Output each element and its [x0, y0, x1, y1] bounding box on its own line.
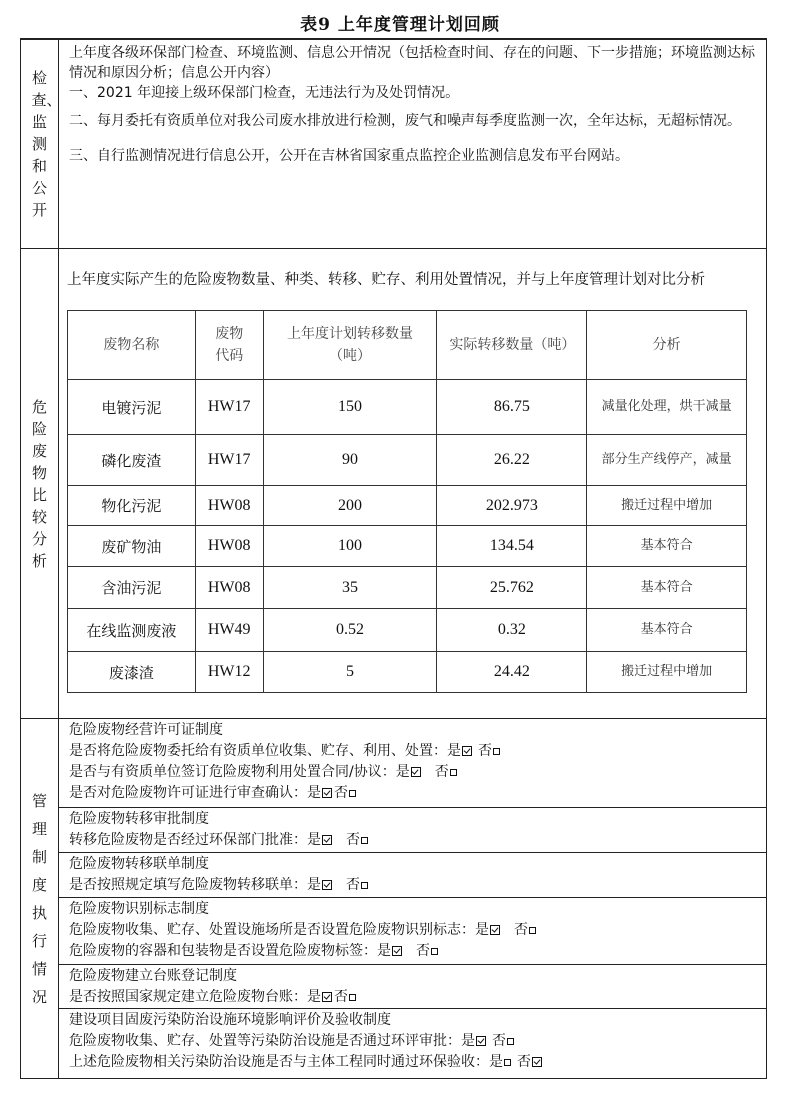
question-text: 上述危险废物相关污染防治设施是否与主体工程同时通过环保验收： [69, 1054, 489, 1070]
actual-quantity-cell: 25.762 [437, 567, 587, 609]
review-table [20, 38, 767, 1079]
table-row [68, 526, 747, 567]
planned-quantity-cell: 90 [263, 435, 437, 486]
no-label: 否 [492, 1033, 506, 1049]
table-row [68, 435, 747, 486]
waste-code-cell: HW08 [195, 567, 263, 609]
yes-checkbox-checked-icon[interactable] [322, 788, 332, 798]
no-checkbox-empty-icon[interactable] [529, 927, 536, 934]
waste-code-cell: HW17 [195, 435, 263, 486]
analysis-cell: 搬迁过程中增加 [587, 652, 747, 693]
yes-label: 是 [461, 1033, 475, 1049]
question-text: 危险废物收集、贮存、处置设施场所是否设置危险废物识别标志： [69, 922, 475, 938]
header-analysis: 分析 [587, 311, 747, 380]
question-line [69, 987, 756, 1008]
question-line [69, 1031, 756, 1052]
no-label: 否 [416, 943, 430, 959]
management-rows [59, 719, 766, 1078]
question-text: 是否按照国家规定建立危险废物台账： [69, 989, 307, 1005]
section-label-cell [21, 249, 59, 718]
waste-code-cell: HW08 [195, 526, 263, 567]
waste-name-cell: 电镀污泥 [68, 380, 196, 435]
header-waste-name: 废物名称 [68, 311, 196, 380]
planned-quantity-cell: 5 [263, 652, 437, 693]
header-planned-quantity: 上年度计划转移数量（吨） [263, 311, 437, 380]
no-label: 否 [346, 877, 360, 893]
no-label: 否 [434, 764, 449, 780]
table-header-row [68, 311, 747, 380]
question-text: 是否将危险废物委托给有资质单位收集、贮存、利用、处置： [69, 743, 447, 759]
table-row [68, 567, 747, 609]
analysis-cell: 部分生产线停产，减量 [587, 435, 747, 486]
actual-quantity-cell: 24.42 [437, 652, 587, 693]
analysis-cell: 基本符合 [587, 526, 747, 567]
yes-checkbox-checked-icon[interactable] [462, 746, 472, 756]
yes-label: 是 [395, 764, 410, 780]
waste-code-cell: HW12 [195, 652, 263, 693]
question-text: 危险废物的容器和包装物是否设置危险废物标签： [69, 943, 377, 959]
no-checkbox-checked-icon[interactable] [532, 1057, 542, 1067]
group-title: 危险废物建立台账登记制度 [69, 968, 237, 984]
management-group [59, 719, 766, 808]
yes-label: 是 [475, 922, 489, 938]
question-text: 是否按照规定填写危险废物转移联单： [69, 877, 307, 893]
yes-label: 是 [377, 943, 391, 959]
section-label: 危险废物比较分析 [31, 397, 47, 570]
waste-code-cell: HW17 [195, 380, 263, 435]
waste-name-cell: 物化污泥 [68, 486, 196, 526]
question-text: 是否与有资质单位签订危险废物利用处置合同/协议： [69, 764, 396, 780]
section-label: 管理制度执行情况 [31, 791, 47, 1006]
waste-name-cell: 在线监测废液 [68, 609, 196, 652]
management-group [59, 898, 766, 965]
question-text: 是否对危险废物许可证进行审查确认： [69, 785, 307, 801]
section-label-cell [21, 40, 62, 248]
section-intro: 上年度实际产生的危险废物数量、种类、转移、贮存、利用处置情况，并与上年度管理计划对比分析 [67, 272, 705, 288]
waste-name-cell: 含油污泥 [68, 567, 196, 609]
yes-checkbox-checked-icon[interactable] [411, 767, 421, 777]
monitoring-item: 二、每月委托有资质单位对我公司废水排放进行检测，废气和噪声每季度监测一次，全年达标，无超标情况。 [69, 113, 741, 129]
group-title: 危险废物转移联单制度 [69, 856, 209, 872]
yes-label: 是 [447, 743, 461, 759]
header-actual-quantity: 实际转移数量（吨） [437, 311, 587, 380]
waste-code-cell: HW08 [195, 486, 263, 526]
yes-checkbox-checked-icon[interactable] [392, 946, 402, 956]
waste-name-cell: 废漆渣 [68, 652, 196, 693]
question-line [69, 741, 756, 762]
table-row [68, 652, 747, 693]
planned-quantity-cell: 100 [263, 526, 437, 567]
yes-checkbox-checked-icon[interactable] [322, 880, 332, 890]
no-checkbox-empty-icon[interactable] [450, 769, 457, 776]
question-line [69, 875, 756, 896]
management-group [59, 853, 766, 898]
actual-quantity-cell: 0.32 [437, 609, 587, 652]
actual-quantity-cell: 134.54 [437, 526, 587, 567]
question-line [69, 830, 756, 851]
no-label: 否 [514, 922, 528, 938]
inspection-item: 一、2021 年迎接上级环保部门检查，无违法行为及处罚情况。 [69, 85, 460, 101]
disclosure-item: 三、自行监测情况进行信息公开，公开在吉林省国家重点监控企业监测信息发布平台网站。 [69, 148, 629, 164]
question-line [69, 941, 756, 962]
management-group [59, 808, 766, 853]
no-label: 否 [334, 989, 348, 1005]
group-title: 危险废物识别标志制度 [69, 901, 209, 917]
section-label: 检查、监测和公开 [31, 69, 62, 219]
no-checkbox-empty-icon[interactable] [349, 790, 356, 797]
yes-label: 是 [307, 832, 321, 848]
yes-checkbox-checked-icon[interactable] [476, 1036, 486, 1046]
header-waste-code: 废物代码 [195, 311, 263, 380]
group-title: 危险废物经营许可证制度 [69, 722, 223, 738]
question-line [69, 920, 756, 941]
yes-checkbox-checked-icon[interactable] [490, 925, 500, 935]
document-title: 表9 上年度管理计划回顾 [300, 15, 500, 35]
planned-quantity-cell: 0.52 [263, 609, 437, 652]
no-label: 否 [478, 743, 492, 759]
question-text: 危险废物收集、贮存、处置等污染防治设施是否通过环评审批： [69, 1033, 461, 1049]
no-label: 否 [334, 785, 348, 801]
waste-code-cell: HW49 [195, 609, 263, 652]
yes-label: 是 [307, 989, 321, 1005]
analysis-cell: 减量化处理，烘干减量 [587, 380, 747, 435]
question-line [69, 783, 756, 804]
yes-checkbox-empty-icon[interactable] [504, 1059, 511, 1066]
planned-quantity-cell: 35 [263, 567, 437, 609]
waste-name-cell: 废矿物油 [68, 526, 196, 567]
section-management-system [21, 719, 766, 1078]
section-waste-comparison [21, 249, 766, 719]
yes-label: 是 [489, 1054, 503, 1070]
question-text: 转移危险废物是否经过环保部门批准： [69, 832, 307, 848]
question-line [69, 1052, 756, 1073]
actual-quantity-cell: 26.22 [437, 435, 587, 486]
table-row [68, 486, 747, 526]
question-line [69, 762, 756, 783]
no-label: 否 [517, 1054, 531, 1070]
section-label-cell [21, 719, 59, 1078]
planned-quantity-cell: 150 [263, 380, 437, 435]
no-checkbox-empty-icon[interactable] [507, 1038, 514, 1045]
no-checkbox-empty-icon[interactable] [431, 948, 438, 955]
yes-checkbox-checked-icon[interactable] [322, 835, 332, 845]
actual-quantity-cell: 202.973 [437, 486, 587, 526]
yes-checkbox-checked-icon[interactable] [322, 992, 332, 1002]
section-content [59, 249, 766, 718]
management-group [59, 1009, 766, 1078]
management-group [59, 965, 766, 1009]
analysis-cell: 搬迁过程中增加 [587, 486, 747, 526]
group-title: 危险废物转移审批制度 [69, 811, 209, 827]
section-content [59, 40, 766, 248]
waste-name-cell: 磷化废渣 [68, 435, 196, 486]
no-checkbox-empty-icon[interactable] [349, 994, 356, 1001]
section-inspection-monitoring [21, 40, 766, 249]
yes-label: 是 [307, 785, 321, 801]
table-row [68, 609, 747, 652]
yes-label: 是 [307, 877, 321, 893]
actual-quantity-cell: 86.75 [437, 380, 587, 435]
waste-comparison-table [67, 310, 747, 693]
planned-quantity-cell: 200 [263, 486, 437, 526]
no-checkbox-empty-icon[interactable] [361, 837, 368, 844]
analysis-cell: 基本符合 [587, 609, 747, 652]
no-checkbox-empty-icon[interactable] [361, 882, 368, 889]
section-heading: 上年度各级环保部门检查、环境监测、信息公开情况（包括检查时间、存在的问题、下一步措施；环境监测达标情况和原因分析；信息公开内容） [69, 45, 755, 81]
no-label: 否 [346, 832, 360, 848]
analysis-cell: 基本符合 [587, 567, 747, 609]
table-row [68, 380, 747, 435]
no-checkbox-empty-icon[interactable] [493, 748, 500, 755]
group-title: 建设项目固废污染防治设施环境影响评价及验收制度 [69, 1012, 391, 1028]
